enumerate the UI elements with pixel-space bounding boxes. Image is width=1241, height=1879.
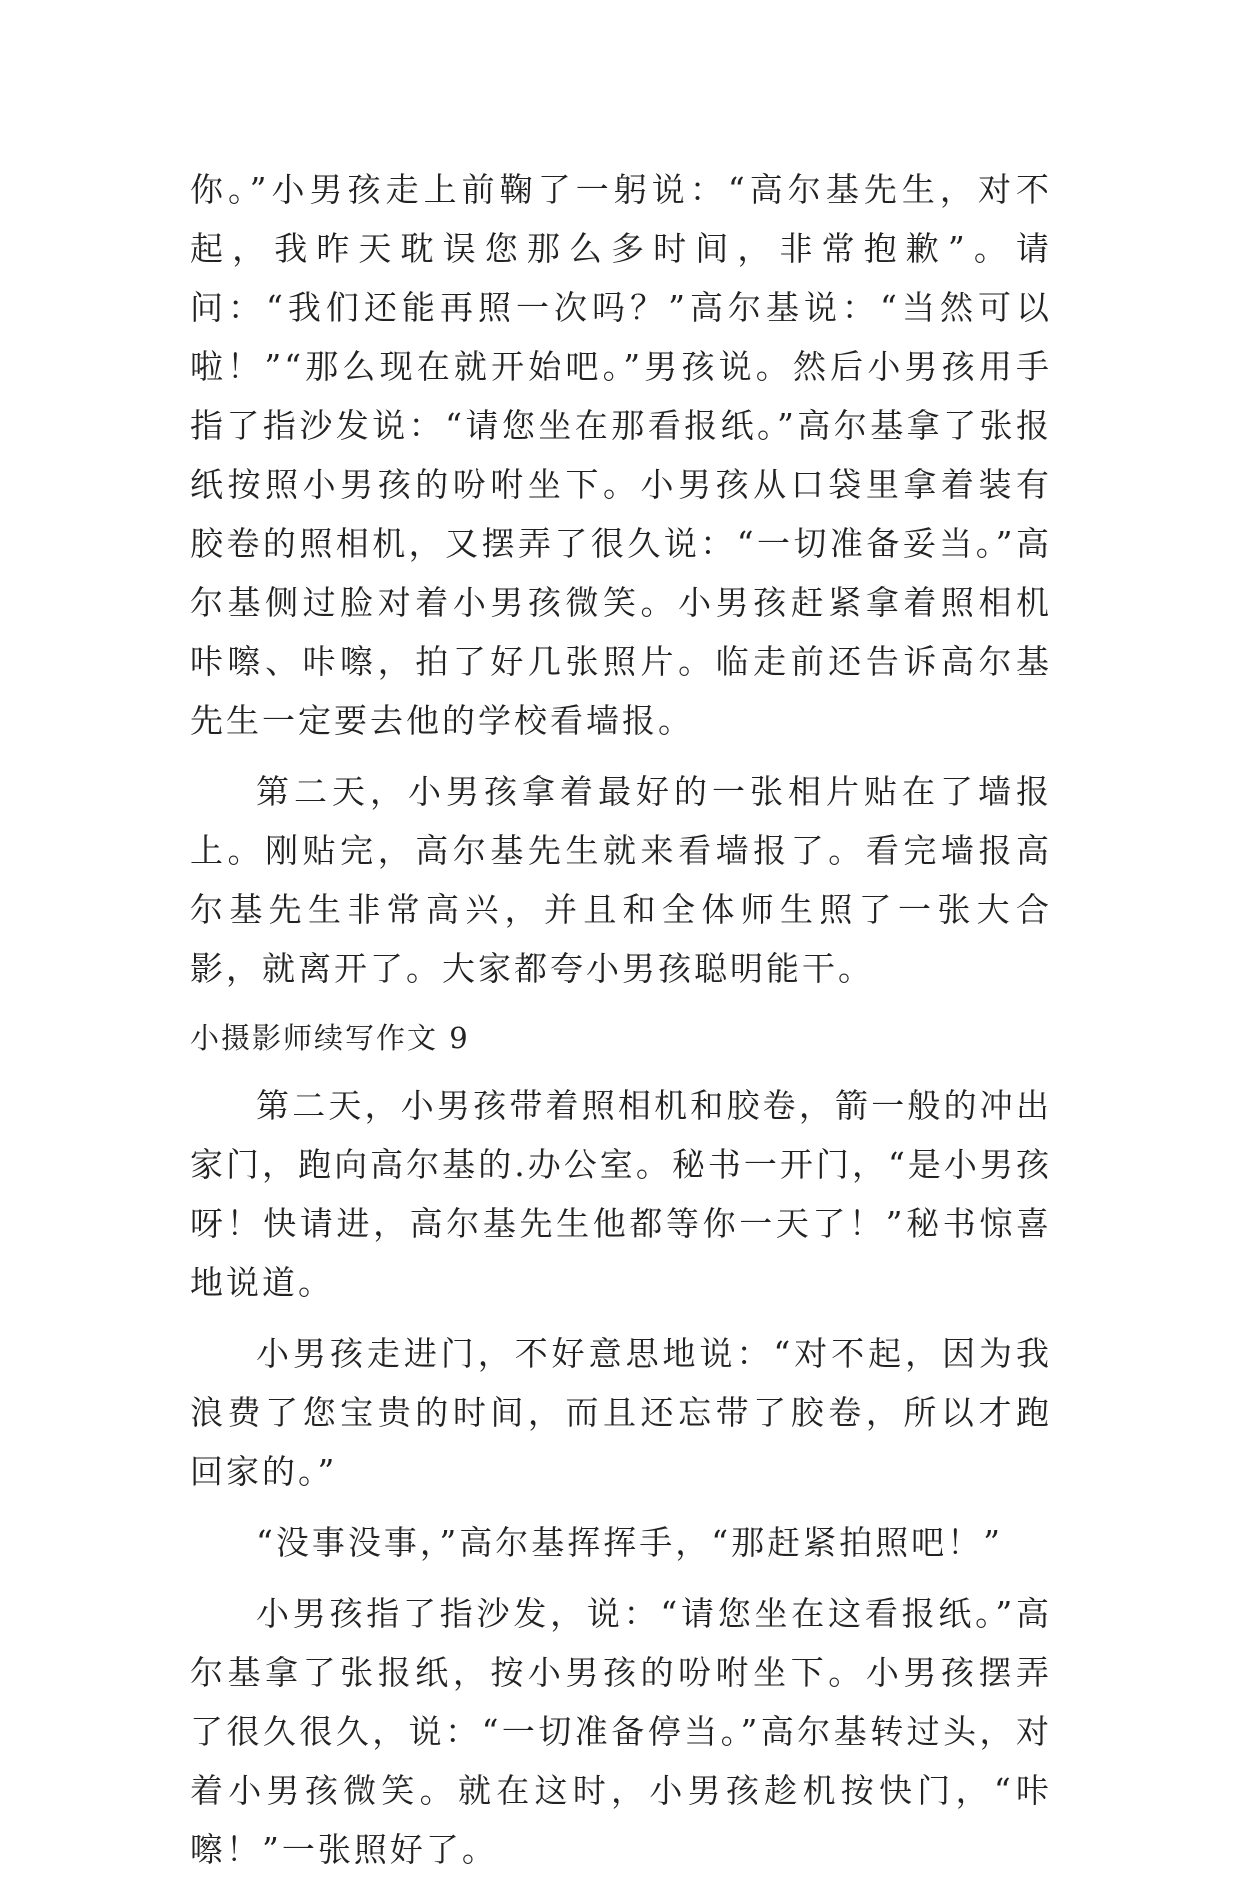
paragraph-office-visit: 第二天，小男孩带着照相机和胶卷，箭一般的冲出家门，跑向高尔基的.办公室。秘书一开门，“是小男孩呀！快请进，高尔基先生他都等你一天了！”秘书惊喜地说道。 bbox=[190, 1086, 1052, 1302]
document-body bbox=[190, 160, 1052, 1879]
paragraph-gap bbox=[190, 1572, 1052, 1584]
paragraph-gap bbox=[190, 1064, 1052, 1076]
paragraph-second-day: 第二天，小男孩拿着最好的一张相片贴在了墙报上。刚贴完，高尔基先生就来看墙报了。看完墙报高尔基先生非常高兴，并且和全体师生照了一张大合影，就离开了。大家都夸小男孩聪明能干。 bbox=[190, 772, 1052, 988]
paragraph-gap bbox=[190, 1312, 1052, 1324]
paragraph-gap bbox=[190, 750, 1052, 762]
paragraph-continued: 你。”小男孩走上前鞠了一躬说：“高尔基先生，对不起，我昨天耽误您那么多时间，非常抱歉”。请问：“我们还能再照一次吗？”高尔基说：“当然可以啦！”“那么现在就开始吧。”男孩说。然后小男孩用手指了指沙发说：“请您坐在那看报纸。”高尔基拿了张报纸按照小男孩的吩咐坐下。小男孩从口袋里拿着装有胶卷的照相机，又摆弄了很久说：“一切准备妥当。”高尔基侧过脸对着小男孩微笑。小男孩赶紧拿着照相机咔嚓、咔嚓，拍了好几张照片。临走前还告诉高尔基先生一定要去他的学校看墙报。 bbox=[190, 170, 1052, 740]
paragraph-photo-taken: 小男孩指了指沙发，说：“请您坐在这看报纸。”高尔基拿了张报纸，按小男孩的吩咐坐下。小男孩摆弄了很久很久，说：“一切准备停当。”高尔基转过头，对着小男孩微笑。就在这时，小男孩趁机按快门，“咔嚓！”一张照好了。 bbox=[190, 1594, 1052, 1869]
paragraph-no-problem: “没事没事，”高尔基挥挥手，“那赶紧拍照吧！” bbox=[256, 1523, 1003, 1562]
section-heading: 小摄影师续写作文 9 bbox=[190, 1021, 470, 1055]
paragraph-apology: 小男孩走进门，不好意思地说：“对不起，因为我浪费了您宝贵的时间，而且还忘带了胶卷，所以才跑回家的。” bbox=[190, 1334, 1052, 1491]
paragraph-gap bbox=[190, 998, 1052, 1010]
paragraph-gap bbox=[190, 1501, 1052, 1513]
